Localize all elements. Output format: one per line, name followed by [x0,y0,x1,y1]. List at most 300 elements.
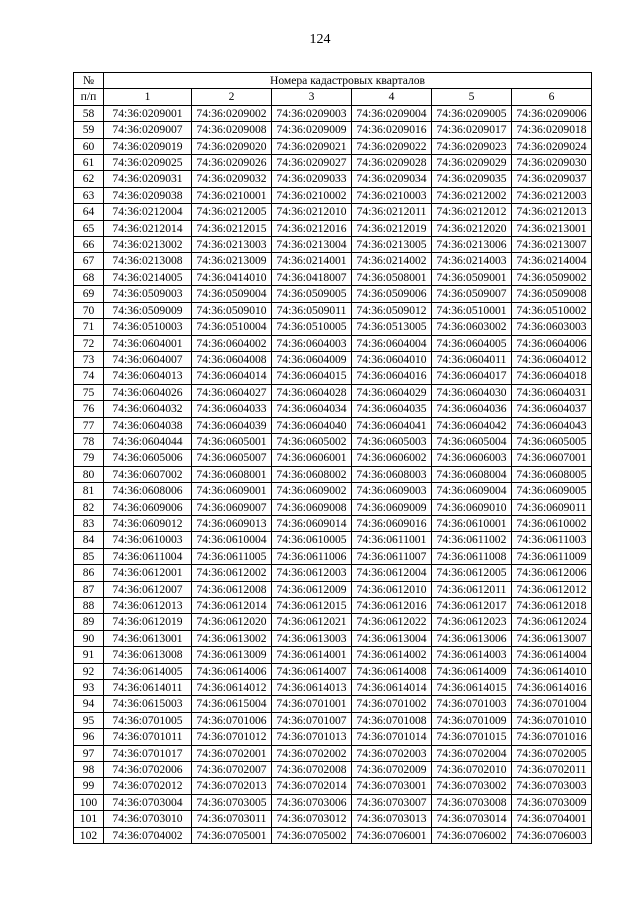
cadastral-quarter-cell: 74:36:0209009 [272,122,352,138]
cadastral-quarter-cell: 74:36:0610002 [512,515,592,531]
table-row [74,253,592,269]
cadastral-quarter-cell: 74:36:0614010 [512,663,592,679]
table-row [74,647,592,663]
cadastral-quarter-cell: 74:36:0209032 [192,171,272,187]
cadastral-quarter-cell: 74:36:0209034 [352,171,432,187]
cadastral-quarter-cell: 74:36:0212004 [104,204,192,220]
cadastral-quarter-cell: 74:36:0604006 [512,335,592,351]
table-row [74,581,592,597]
cadastral-quarter-cell: 74:36:0613008 [104,647,192,663]
cadastral-quarter-cell: 74:36:0509008 [512,286,592,302]
row-number-cell: 85 [74,548,104,564]
column-number-2: 2 [192,89,272,105]
page-number: 124 [309,32,331,47]
cadastral-quarter-cell: 74:36:0604015 [272,368,352,384]
cadastral-quarter-cell: 74:36:0509002 [512,269,592,285]
cadastral-quarter-cell: 74:36:0703014 [432,811,512,827]
cadastral-quarter-cell: 74:36:0702004 [432,745,512,761]
cadastral-quarter-cell: 74:36:0614003 [432,647,512,663]
cadastral-quarter-cell: 74:36:0609004 [432,483,512,499]
cadastral-quarter-cell: 74:36:0701008 [352,712,432,728]
cadastral-quarter-cell: 74:36:0212020 [432,220,512,236]
cadastral-quarter-cell: 74:36:0612017 [432,598,512,614]
row-number-cell: 89 [74,614,104,630]
table-row [74,187,592,203]
cadastral-quarter-cell: 74:36:0612009 [272,581,352,597]
table-row [74,155,592,171]
cadastral-quarter-cell: 74:36:0603003 [512,319,592,335]
cadastral-quarter-cell: 74:36:0604043 [512,417,592,433]
cadastral-quarter-cell: 74:36:0209024 [512,138,592,154]
cadastral-quarter-cell: 74:36:0209004 [352,105,432,121]
cadastral-quarter-cell: 74:36:0605003 [352,433,432,449]
table-row [74,171,592,187]
cadastral-quarter-cell: 74:36:0510004 [192,319,272,335]
table-row [74,417,592,433]
header-num-sub-label: п/п [74,89,104,105]
cadastral-quarter-cell: 74:36:0706002 [432,827,512,843]
row-number-cell: 95 [74,712,104,728]
cadastral-quarter-cell: 74:36:0604038 [104,417,192,433]
cadastral-quarter-cell: 74:36:0209033 [272,171,352,187]
cadastral-quarter-cell: 74:36:0209025 [104,155,192,171]
table-row [74,220,592,236]
row-number-cell: 102 [74,827,104,843]
header-row-columns [74,89,592,105]
cadastral-quarter-cell: 74:36:0604028 [272,384,352,400]
cadastral-quarter-cell: 74:36:0604018 [512,368,592,384]
cadastral-quarter-cell: 74:36:0605007 [192,450,272,466]
row-number-cell: 92 [74,663,104,679]
cadastral-quarter-cell: 74:36:0604029 [352,384,432,400]
row-number-cell: 58 [74,105,104,121]
row-number-cell: 66 [74,237,104,253]
cadastral-quarter-cell: 74:36:0609006 [104,499,192,515]
cadastral-quarter-cell: 74:36:0703001 [352,778,432,794]
cadastral-quarter-cell: 74:36:0703003 [512,778,592,794]
cadastral-quarter-cell: 74:36:0604009 [272,351,352,367]
table-row [74,384,592,400]
cadastral-quarter-cell: 74:36:0414010 [192,269,272,285]
table-row [74,466,592,482]
cadastral-quarter-cell: 74:36:0611002 [432,532,512,548]
cadastral-quarter-cell: 74:36:0613004 [352,630,432,646]
cadastral-quarter-cell: 74:36:0612014 [192,598,272,614]
cadastral-quarter-cell: 74:36:0701017 [104,745,192,761]
table-row [74,680,592,696]
row-number-cell: 86 [74,565,104,581]
cadastral-quarter-cell: 74:36:0612003 [272,565,352,581]
cadastral-quarter-cell: 74:36:0612013 [104,598,192,614]
cadastral-quarter-cell: 74:36:0611006 [272,548,352,564]
cadastral-quarter-cell: 74:36:0604014 [192,368,272,384]
cadastral-quarter-cell: 74:36:0209006 [512,105,592,121]
cadastral-quarter-cell: 74:36:0209038 [104,187,192,203]
cadastral-quarter-cell: 74:36:0608006 [104,483,192,499]
cadastral-quarter-cell: 74:36:0209017 [432,122,512,138]
cadastral-quarter-cell: 74:36:0613006 [432,630,512,646]
cadastral-quarter-cell: 74:36:0612007 [104,581,192,597]
cadastral-quarter-cell: 74:36:0209019 [104,138,192,154]
cadastral-quarter-cell: 74:36:0702010 [432,762,512,778]
table-row [74,237,592,253]
cadastral-quarter-cell: 74:36:0209016 [352,122,432,138]
cadastral-quarter-cell: 74:36:0610003 [104,532,192,548]
cadastral-quarter-cell: 74:36:0509006 [352,286,432,302]
cadastral-quarter-cell: 74:36:0510003 [104,319,192,335]
cadastral-quarter-cell: 74:36:0209008 [192,122,272,138]
cadastral-quarter-cell: 74:36:0212003 [512,187,592,203]
row-number-cell: 80 [74,466,104,482]
cadastral-quarter-cell: 74:36:0213003 [192,237,272,253]
table-row [74,762,592,778]
cadastral-quarter-cell: 74:36:0509007 [432,286,512,302]
cadastral-quarter-cell: 74:36:0612008 [192,581,272,597]
cadastral-quarter-cell: 74:36:0609010 [432,499,512,515]
cadastral-quarter-cell: 74:36:0604012 [512,351,592,367]
table-row [74,712,592,728]
cadastral-quarter-cell: 74:36:0701002 [352,696,432,712]
row-number-cell: 62 [74,171,104,187]
cadastral-quarter-cell: 74:36:0212019 [352,220,432,236]
column-number-3: 3 [272,89,352,105]
row-number-cell: 60 [74,138,104,154]
cadastral-quarter-cell: 74:36:0702008 [272,762,352,778]
cadastral-quarter-cell: 74:36:0604007 [104,351,192,367]
table-row [74,368,592,384]
row-number-cell: 64 [74,204,104,220]
cadastral-quarter-cell: 74:36:0609014 [272,515,352,531]
cadastral-quarter-cell: 74:36:0212010 [272,204,352,220]
cadastral-quarter-cell: 74:36:0702005 [512,745,592,761]
cadastral-quarter-cell: 74:36:0604037 [512,401,592,417]
table-row [74,663,592,679]
cadastral-quarter-cell: 74:36:0613007 [512,630,592,646]
row-number-cell: 59 [74,122,104,138]
cadastral-quarter-cell: 74:36:0604013 [104,368,192,384]
cadastral-quarter-cell: 74:36:0611004 [104,548,192,564]
cadastral-quarter-cell: 74:36:0509010 [192,302,272,318]
cadastral-quarter-cell: 74:36:0608002 [272,466,352,482]
cadastral-quarter-cell: 74:36:0212016 [272,220,352,236]
cadastral-quarter-cell: 74:36:0605001 [192,433,272,449]
cadastral-quarter-cell: 74:36:0702013 [192,778,272,794]
row-number-cell: 93 [74,680,104,696]
cadastral-quarter-cell: 74:36:0610005 [272,532,352,548]
cadastral-quarter-cell: 74:36:0702002 [272,745,352,761]
cadastral-quarter-cell: 74:36:0703010 [104,811,192,827]
cadastral-quarter-cell: 74:36:0607002 [104,466,192,482]
table-row [74,778,592,794]
cadastral-quarter-cell: 74:36:0209001 [104,105,192,121]
cadastral-quarter-cell: 74:36:0513005 [352,319,432,335]
cadastral-quarter-cell: 74:36:0214002 [352,253,432,269]
cadastral-quarter-cell: 74:36:0613003 [272,630,352,646]
cadastral-quarter-cell: 74:36:0701012 [192,729,272,745]
row-number-cell: 61 [74,155,104,171]
cadastral-quarter-cell: 74:36:0212014 [104,220,192,236]
cadastral-quarter-cell: 74:36:0509012 [352,302,432,318]
cadastral-quarter-cell: 74:36:0614009 [432,663,512,679]
cadastral-quarter-cell: 74:36:0609008 [272,499,352,515]
cadastral-quarter-cell: 74:36:0509009 [104,302,192,318]
cadastral-quarter-cell: 74:36:0703005 [192,794,272,810]
header-num-label: № [74,73,104,89]
cadastral-quarter-cell: 74:36:0605005 [512,433,592,449]
cadastral-quarter-cell: 74:36:0611008 [432,548,512,564]
row-number-cell: 100 [74,794,104,810]
cadastral-quarter-cell: 74:36:0209027 [272,155,352,171]
cadastral-quarter-cell: 74:36:0614013 [272,680,352,696]
cadastral-quarter-cell: 74:36:0702003 [352,745,432,761]
cadastral-quarter-cell: 74:36:0614014 [352,680,432,696]
row-number-cell: 99 [74,778,104,794]
table-row [74,335,592,351]
cadastral-quarter-cell: 74:36:0614006 [192,663,272,679]
row-number-cell: 82 [74,499,104,515]
cadastral-quarter-cell: 74:36:0611009 [512,548,592,564]
table-row [74,598,592,614]
cadastral-quarter-cell: 74:36:0209022 [352,138,432,154]
cadastral-quarter-cell: 74:36:0213006 [432,237,512,253]
cadastral-quarter-cell: 74:36:0509001 [432,269,512,285]
cadastral-quarter-cell: 74:36:0703009 [512,794,592,810]
cadastral-quarter-cell: 74:36:0605004 [432,433,512,449]
cadastral-quarter-cell: 74:36:0418007 [272,269,352,285]
cadastral-quarter-cell: 74:36:0209021 [272,138,352,154]
cadastral-quarter-cell: 74:36:0701003 [432,696,512,712]
cadastral-quarter-cell: 74:36:0214003 [432,253,512,269]
cadastral-quarter-cell: 74:36:0612010 [352,581,432,597]
cadastral-quarter-cell: 74:36:0209018 [512,122,592,138]
cadastral-quarter-cell: 74:36:0702007 [192,762,272,778]
row-number-cell: 91 [74,647,104,663]
cadastral-quarter-cell: 74:36:0604044 [104,433,192,449]
row-number-cell: 63 [74,187,104,203]
row-number-cell: 94 [74,696,104,712]
cadastral-quarter-cell: 74:36:0210003 [352,187,432,203]
header-row-top [74,73,592,89]
cadastral-quarter-cell: 74:36:0703004 [104,794,192,810]
cadastral-quarter-cell: 74:36:0613002 [192,630,272,646]
table-row [74,630,592,646]
cadastral-quarter-cell: 74:36:0604032 [104,401,192,417]
cadastral-quarter-cell: 74:36:0213004 [272,237,352,253]
cadastral-quarter-cell: 74:36:0509011 [272,302,352,318]
cadastral-quarter-cell: 74:36:0702014 [272,778,352,794]
row-number-cell: 83 [74,515,104,531]
row-number-cell: 79 [74,450,104,466]
cadastral-quarter-cell: 74:36:0611003 [512,532,592,548]
cadastral-quarter-cell: 74:36:0608003 [352,466,432,482]
column-number-1: 1 [104,89,192,105]
row-number-cell: 81 [74,483,104,499]
cadastral-quarter-cell: 74:36:0609001 [192,483,272,499]
row-number-cell: 74 [74,368,104,384]
cadastral-quarter-cell: 74:36:0706001 [352,827,432,843]
cadastral-quarter-cell: 74:36:0703007 [352,794,432,810]
cadastral-quarter-cell: 74:36:0210001 [192,187,272,203]
cadastral-quarters-table [73,72,592,844]
row-number-cell: 68 [74,269,104,285]
cadastral-quarter-cell: 74:36:0612024 [512,614,592,630]
row-number-cell: 72 [74,335,104,351]
table-row [74,483,592,499]
cadastral-quarter-cell: 74:36:0604041 [352,417,432,433]
table-row [74,745,592,761]
cadastral-quarter-cell: 74:36:0609016 [352,515,432,531]
cadastral-quarter-cell: 74:36:0609007 [192,499,272,515]
cadastral-quarter-cell: 74:36:0508001 [352,269,432,285]
cadastral-quarter-cell: 74:36:0209005 [432,105,512,121]
cadastral-quarter-cell: 74:36:0604003 [272,335,352,351]
table-row [74,319,592,335]
cadastral-quarter-cell: 74:36:0209026 [192,155,272,171]
cadastral-quarter-cell: 74:36:0614007 [272,663,352,679]
cadastral-quarter-cell: 74:36:0612006 [512,565,592,581]
table-row [74,351,592,367]
cadastral-quarter-cell: 74:36:0612005 [432,565,512,581]
cadastral-quarter-cell: 74:36:0612022 [352,614,432,630]
cadastral-quarter-cell: 74:36:0702012 [104,778,192,794]
cadastral-quarter-cell: 74:36:0612004 [352,565,432,581]
cadastral-quarter-cell: 74:36:0604040 [272,417,352,433]
cadastral-quarter-cell: 74:36:0214004 [512,253,592,269]
cadastral-quarter-cell: 74:36:0701016 [512,729,592,745]
table-row [74,696,592,712]
cadastral-quarter-cell: 74:36:0212005 [192,204,272,220]
cadastral-quarter-cell: 74:36:0704002 [104,827,192,843]
cadastral-quarter-cell: 74:36:0614011 [104,680,192,696]
row-number-cell: 75 [74,384,104,400]
table-row [74,729,592,745]
row-number-cell: 76 [74,401,104,417]
cadastral-quarter-cell: 74:36:0612019 [104,614,192,630]
cadastral-quarter-cell: 74:36:0612023 [432,614,512,630]
cadastral-quarter-cell: 74:36:0510005 [272,319,352,335]
cadastral-quarter-cell: 74:36:0214005 [104,269,192,285]
cadastral-quarter-cell: 74:36:0702011 [512,762,592,778]
table-header [74,73,592,106]
row-number-cell: 69 [74,286,104,302]
table-row [74,401,592,417]
column-number-5: 5 [432,89,512,105]
cadastral-quarter-cell: 74:36:0615004 [192,696,272,712]
table-row [74,499,592,515]
cadastral-quarter-cell: 74:36:0609009 [352,499,432,515]
cadastral-quarter-cell: 74:36:0604004 [352,335,432,351]
cadastral-quarter-cell: 74:36:0209030 [512,155,592,171]
row-number-cell: 101 [74,811,104,827]
row-number-cell: 98 [74,762,104,778]
cadastral-quarter-cell: 74:36:0610001 [432,515,512,531]
cadastral-quarter-cell: 74:36:0604010 [352,351,432,367]
cadastral-quarter-cell: 74:36:0609002 [272,483,352,499]
cadastral-quarter-cell: 74:36:0612011 [432,581,512,597]
row-number-cell: 77 [74,417,104,433]
cadastral-quarter-cell: 74:36:0213007 [512,237,592,253]
cadastral-quarter-cell: 74:36:0614008 [352,663,432,679]
cadastral-quarter-cell: 74:36:0509003 [104,286,192,302]
table-row [74,269,592,285]
cadastral-quarter-cell: 74:36:0703006 [272,794,352,810]
cadastral-quarter-cell: 74:36:0604036 [432,401,512,417]
cadastral-quarter-cell: 74:36:0214001 [272,253,352,269]
cadastral-quarter-cell: 74:36:0701007 [272,712,352,728]
cadastral-quarter-cell: 74:36:0509005 [272,286,352,302]
table-row [74,565,592,581]
cadastral-quarter-cell: 74:36:0213001 [512,220,592,236]
cadastral-quarter-cell: 74:36:0213005 [352,237,432,253]
table-row [74,450,592,466]
cadastral-quarter-cell: 74:36:0703008 [432,794,512,810]
cadastral-quarter-cell: 74:36:0213008 [104,253,192,269]
cadastral-quarter-cell: 74:36:0212013 [512,204,592,220]
row-number-cell: 73 [74,351,104,367]
cadastral-quarter-cell: 74:36:0603002 [432,319,512,335]
cadastral-quarter-cell: 74:36:0706003 [512,827,592,843]
cadastral-quarter-cell: 74:36:0209028 [352,155,432,171]
table-row [74,433,592,449]
cadastral-quarter-cell: 74:36:0705001 [192,827,272,843]
cadastral-quarter-cell: 74:36:0611005 [192,548,272,564]
cadastral-quarter-cell: 74:36:0701001 [272,696,352,712]
cadastral-quarter-cell: 74:36:0213002 [104,237,192,253]
cadastral-quarter-cell: 74:36:0209023 [432,138,512,154]
cadastral-quarter-cell: 74:36:0604011 [432,351,512,367]
cadastral-quarter-cell: 74:36:0612016 [352,598,432,614]
table-row [74,105,592,121]
cadastral-quarter-cell: 74:36:0705002 [272,827,352,843]
cadastral-quarter-cell: 74:36:0612020 [192,614,272,630]
row-number-cell: 96 [74,729,104,745]
table-row [74,515,592,531]
cadastral-quarter-cell: 74:36:0604030 [432,384,512,400]
cadastral-quarter-cell: 74:36:0611001 [352,532,432,548]
cadastral-quarter-cell: 74:36:0612015 [272,598,352,614]
cadastral-quarter-cell: 74:36:0701006 [192,712,272,728]
cadastral-quarter-cell: 74:36:0703012 [272,811,352,827]
table-body [74,105,592,843]
cadastral-quarter-cell: 74:36:0702009 [352,762,432,778]
cadastral-quarter-cell: 74:36:0701013 [272,729,352,745]
cadastral-quarter-cell: 74:36:0614001 [272,647,352,663]
cadastral-quarter-cell: 74:36:0606003 [432,450,512,466]
cadastral-quarter-cell: 74:36:0604042 [432,417,512,433]
row-number-cell: 84 [74,532,104,548]
cadastral-quarter-cell: 74:36:0701004 [512,696,592,712]
cadastral-quarter-cell: 74:36:0612018 [512,598,592,614]
table-row [74,204,592,220]
column-number-4: 4 [352,89,432,105]
cadastral-quarter-cell: 74:36:0604002 [192,335,272,351]
cadastral-quarter-cell: 74:36:0611007 [352,548,432,564]
cadastral-quarter-cell: 74:36:0606002 [352,450,432,466]
cadastral-quarter-cell: 74:36:0209035 [432,171,512,187]
cadastral-quarter-cell: 74:36:0701014 [352,729,432,745]
cadastral-quarter-cell: 74:36:0604008 [192,351,272,367]
row-number-cell: 78 [74,433,104,449]
cadastral-quarter-cell: 74:36:0702006 [104,762,192,778]
table-row [74,794,592,810]
row-number-cell: 65 [74,220,104,236]
cadastral-quarter-cell: 74:36:0510001 [432,302,512,318]
cadastral-quarter-cell: 74:36:0604033 [192,401,272,417]
row-number-cell: 97 [74,745,104,761]
column-number-6: 6 [512,89,592,105]
cadastral-quarter-cell: 74:36:0210002 [272,187,352,203]
table-row [74,548,592,564]
